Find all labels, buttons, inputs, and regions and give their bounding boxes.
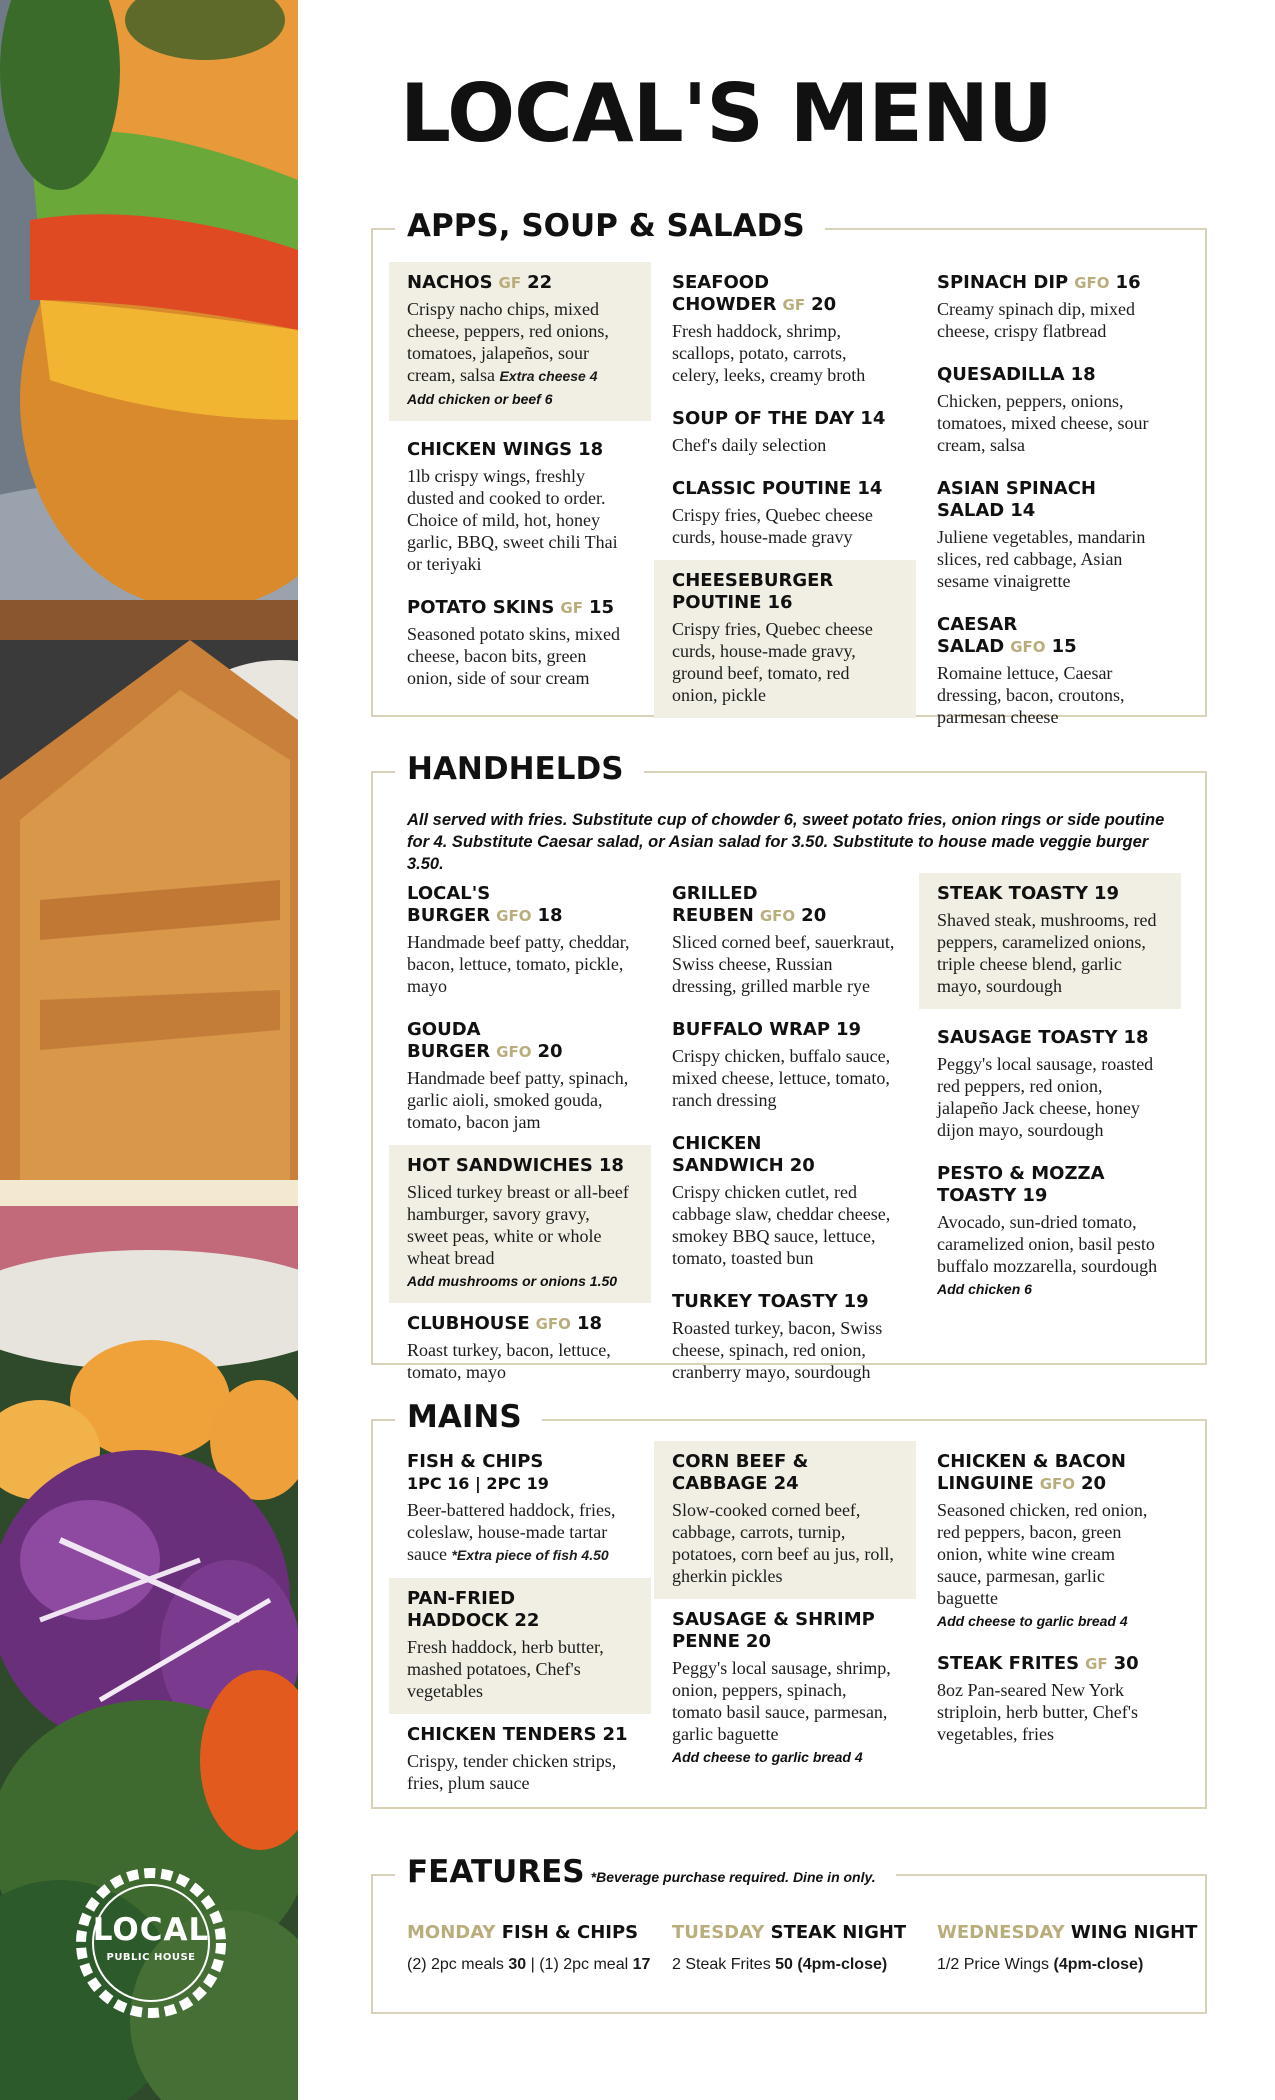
local-public-house-logo xyxy=(76,1868,226,2018)
logo-wordmark: LOCAL xyxy=(92,1912,210,1948)
item-price: 16 xyxy=(767,592,793,613)
item-description: Shaved steak, mushrooms, red peppers, caramelized onions, triple cheese blend, garlic mayo, sourdough xyxy=(937,910,1157,996)
menu-column xyxy=(654,1441,916,1779)
item-name: PAN-FRIED HADDOCK xyxy=(407,1588,516,1631)
item-name: SEAFOOD CHOWDER xyxy=(672,272,777,315)
item-addon: Add cheese to garlic bread 4 xyxy=(937,1613,1128,1629)
gf-tag: GFO xyxy=(1039,1475,1075,1493)
item-name: CHICKEN WINGS xyxy=(407,439,573,460)
gf-tag: GF xyxy=(782,296,806,314)
menu-item xyxy=(654,1441,916,1599)
item-price: 14 xyxy=(857,478,883,499)
item-name: GRILLED REUBEN xyxy=(672,883,758,926)
item-description: Chef's daily selection xyxy=(672,435,827,455)
page-title: LOCAL'S MENU xyxy=(400,67,1052,160)
gf-tag: GF xyxy=(1085,1655,1108,1673)
item-name: ASIAN SPINACH SALAD xyxy=(937,478,1096,521)
item-description: Crispy, tender chicken strips, fries, plum sauce xyxy=(407,1751,617,1793)
section-heading: APPS, SOUP & SALADS xyxy=(395,208,825,244)
item-description: Creamy spinach dip, mixed cheese, crispy flatbread xyxy=(937,299,1135,341)
item-price: 18 xyxy=(1123,1027,1149,1048)
menu-item xyxy=(654,1009,916,1123)
item-description: Avocado, sun-dried tomato, caramelized onion, basil pesto buffalo mozzarella, sourdough xyxy=(937,1212,1158,1276)
item-description: Crispy fries, Quebec cheese curds, house-made gravy xyxy=(672,505,873,547)
item-addon: Add chicken or beef 6 xyxy=(407,391,553,407)
item-name: CHICKEN TENDERS xyxy=(407,1724,597,1745)
item-name: LOCAL'S BURGER xyxy=(407,883,491,926)
item-name: QUESADILLA xyxy=(937,364,1065,385)
menu-item xyxy=(919,1153,1181,1311)
gf-tag: GFO xyxy=(1074,274,1110,292)
item-name: BUFFALO WRAP xyxy=(672,1019,831,1040)
feature-title: STEAK NIGHT xyxy=(770,1922,907,1943)
gf-tag: GFO xyxy=(496,907,532,925)
item-price: 20 xyxy=(537,1041,563,1062)
menu-item xyxy=(919,1017,1181,1153)
item-addon: Extra cheese 4 xyxy=(499,368,598,384)
handhelds-note: All served with fries. Substitute cup of chowder 6, sweet potato fries, onion rings or side poutine for 4. Substitute Caesar salad, or Asian salad for 3.50. Substitute to house made veggie burger 3.50. xyxy=(407,811,1165,873)
menu-item xyxy=(919,354,1181,468)
menu-item xyxy=(389,429,651,587)
item-name: PESTO & MOZZA TOASTY xyxy=(937,1163,1105,1206)
gf-tag: GFO xyxy=(496,1043,532,1061)
feature-price: 30 xyxy=(508,1956,527,1973)
menu-column xyxy=(919,1441,1181,1757)
item-description: Beer-battered haddock, fries, coleslaw, house-made tartar sauce xyxy=(407,1500,616,1564)
item-name: SPINACH DIP xyxy=(937,272,1069,293)
menu-item xyxy=(654,560,916,718)
item-description: Fresh haddock, herb butter, mashed potatoes, Chef's vegetables xyxy=(407,1637,604,1701)
item-description: Peggy's local sausage, shrimp, onion, peppers, spinach, tomato basil sauce, parmesan, garlic baguette xyxy=(672,1658,891,1744)
menu-item xyxy=(919,262,1181,354)
item-name: SOUP OF THE DAY xyxy=(672,408,855,429)
item-name: SAUSAGE TOASTY xyxy=(937,1027,1118,1048)
item-name: CLUBHOUSE xyxy=(407,1313,530,1334)
item-description: Slow-cooked corned beef, cabbage, carrots, turnip, potatoes, corn beef au jus, roll, gherkin pickles xyxy=(672,1500,894,1586)
menu-item xyxy=(654,398,916,468)
item-price: 18 xyxy=(598,1155,624,1176)
item-name: CAESAR SALAD xyxy=(937,614,1018,657)
menu-column xyxy=(654,873,916,1395)
menu-column xyxy=(654,262,916,718)
item-description: Peggy's local sausage, roasted red peppers, red onion, jalapeño Jack cheese, honey dijon mayo, sourdough xyxy=(937,1054,1154,1140)
item-description: Fresh haddock, shrimp, scallops, potato, carrots, celery, leeks, creamy broth xyxy=(672,321,866,385)
gf-tag: GFO xyxy=(1010,638,1046,656)
menu-item xyxy=(919,1441,1181,1643)
feature-price: 17 xyxy=(632,1956,651,1973)
features-note: *Beverage purchase required. Dine in only. xyxy=(590,1869,876,1885)
gf-tag: GF xyxy=(498,274,522,292)
feature-price: 50 (4pm-close) xyxy=(775,1956,888,1973)
menu-item xyxy=(389,587,651,701)
apps-section xyxy=(371,208,1207,727)
menu-item xyxy=(389,1714,651,1806)
item-price: 15 xyxy=(588,597,615,618)
item-description: 1lb crispy wings, freshly dusted and cooked to order. Choice of mild, hot, honey garlic, BBQ, sweet chili Thai or teriyaki xyxy=(407,466,618,574)
section-title: FEATURES xyxy=(407,1854,585,1890)
item-description: Crispy fries, Quebec cheese curds, house-made gravy, ground beef, tomato, red onion, pickle xyxy=(672,619,873,705)
item-name: CHEESEBURGER POUTINE xyxy=(672,570,834,613)
item-name: TURKEY TOASTY xyxy=(672,1291,838,1312)
menu-item xyxy=(654,1281,916,1395)
item-price: 20 xyxy=(811,294,837,315)
menu-column xyxy=(389,262,651,701)
item-price: 18 xyxy=(578,439,604,460)
item-description: Crispy chicken cutlet, red cabbage slaw, cheddar cheese, smokey BBQ sauce, lettuce, tomato, toasted bun xyxy=(672,1182,891,1268)
item-name: POTATO SKINS xyxy=(407,597,555,618)
item-description: Seasoned chicken, red onion, red peppers, bacon, green onion, white wine cream sauce, parmesan, garlic baguette xyxy=(937,1500,1148,1608)
section-heading: MAINS xyxy=(395,1399,542,1435)
features-section xyxy=(371,1854,1207,2014)
item-name: SAUSAGE & SHRIMP PENNE xyxy=(672,1609,875,1652)
food-photo-strip xyxy=(0,0,298,2100)
item-addon: *Extra piece of fish 4.50 xyxy=(451,1547,609,1563)
menu-item xyxy=(389,1145,651,1303)
item-name: STEAK TOASTY xyxy=(937,883,1088,904)
feature-tuesday xyxy=(672,1922,934,1976)
item-price: 18 xyxy=(576,1313,602,1334)
menu-item xyxy=(389,1578,651,1714)
item-price: 19 xyxy=(843,1291,869,1312)
menu-column xyxy=(919,873,1181,1311)
feature-desc: 2 Steak Frites xyxy=(672,1956,776,1973)
item-description: Romaine lettuce, Caesar dressing, bacon, croutons, parmesan cheese xyxy=(937,663,1125,727)
feature-desc: (2) 2pc meals xyxy=(407,1956,509,1973)
item-name: NACHOS xyxy=(407,272,493,293)
section-heading: HANDHELDS xyxy=(395,751,644,787)
menu-item xyxy=(654,873,916,1009)
item-price: 22 xyxy=(514,1610,540,1631)
handhelds-section xyxy=(371,751,1207,1382)
gf-tag: GFO xyxy=(759,907,796,925)
feature-monday xyxy=(407,1922,669,1976)
item-price: 14 xyxy=(860,408,886,429)
item-price: 16 xyxy=(1115,272,1141,293)
item-description: Handmade beef patty, spinach, garlic aioli, smoked gouda, tomato, bacon jam xyxy=(407,1068,629,1132)
menu-item xyxy=(389,262,651,421)
menu-item xyxy=(919,1643,1181,1757)
feature-desc: | (1) 2pc meal xyxy=(526,1956,633,1973)
item-price: 15 xyxy=(1051,636,1077,657)
menu-column xyxy=(919,262,1181,740)
item-addon: Add chicken 6 xyxy=(937,1281,1032,1297)
feature-wednesday xyxy=(937,1922,1199,1976)
menu-item xyxy=(654,262,916,398)
menu-item xyxy=(389,1303,651,1395)
feature-title: WING NIGHT xyxy=(1070,1922,1198,1943)
item-price: 22 xyxy=(527,272,553,293)
item-description: Roast turkey, bacon, lettuce, tomato, mayo xyxy=(407,1340,611,1382)
item-price: 20 xyxy=(789,1155,815,1176)
item-description: Sliced turkey breast or all-beef hamburger, savory gravy, sweet peas, white or whole wheat bread xyxy=(407,1182,629,1268)
menu-item xyxy=(654,468,916,560)
item-price: 14 xyxy=(1010,500,1036,521)
menu-item xyxy=(919,468,1181,604)
menu-column xyxy=(389,1441,651,1806)
feature-day: MONDAY xyxy=(407,1922,496,1943)
item-price: 19 xyxy=(836,1019,862,1040)
feature-title: FISH & CHIPS xyxy=(501,1922,639,1943)
gf-tag: GFO xyxy=(535,1315,571,1333)
item-description: 8oz Pan-seared New York striploin, herb butter, Chef's vegetables, fries xyxy=(937,1680,1138,1744)
item-price: 1PC 16 | 2PC 19 xyxy=(407,1474,549,1493)
menu-item xyxy=(919,604,1181,740)
item-description: Crispy chicken, buffalo sauce, mixed cheese, lettuce, tomato, ranch dressing xyxy=(672,1046,891,1110)
item-price: 19 xyxy=(1094,883,1120,904)
section-heading xyxy=(395,1854,896,1895)
item-description: Handmade beef patty, cheddar, bacon, lettuce, tomato, pickle, mayo xyxy=(407,932,630,996)
item-description: Sliced corned beef, sauerkraut, Swiss cheese, Russian dressing, grilled marble rye xyxy=(672,932,895,996)
item-price: 30 xyxy=(1113,1653,1139,1674)
mains-section xyxy=(371,1399,1207,1809)
item-description: Chicken, peppers, onions, tomatoes, mixed cheese, sour cream, salsa xyxy=(937,391,1149,455)
menu-item xyxy=(654,1599,916,1779)
feature-desc: 1/2 Price Wings xyxy=(937,1956,1054,1973)
item-price: 20 xyxy=(745,1631,771,1652)
item-name: CLASSIC POUTINE xyxy=(672,478,852,499)
menu-item xyxy=(654,1123,916,1281)
feature-price: (4pm-close) xyxy=(1053,1956,1144,1973)
menu-item xyxy=(389,1009,651,1145)
item-name: FISH & CHIPS xyxy=(407,1451,544,1472)
item-price: 20 xyxy=(1081,1473,1107,1494)
item-description: Roasted turkey, bacon, Swiss cheese, spinach, red onion, cranberry mayo, sourdough xyxy=(672,1318,883,1382)
item-price: 20 xyxy=(801,905,827,926)
item-price: 19 xyxy=(1022,1185,1048,1206)
feature-day: TUESDAY xyxy=(672,1922,765,1943)
item-addon: Add cheese to garlic bread 4 xyxy=(672,1749,863,1765)
item-addon: Add mushrooms or onions 1.50 xyxy=(407,1273,618,1289)
gf-tag: GF xyxy=(560,599,583,617)
item-description: Juliene vegetables, mandarin slices, red cabbage, Asian sesame vinaigrette xyxy=(937,527,1146,591)
item-name: CHICKEN SANDWICH xyxy=(672,1133,784,1176)
menu-item xyxy=(389,873,651,1009)
item-description: Crispy nacho chips, mixed cheese, peppers, red onions, tomatoes, jalapeños, sour cream, salsa xyxy=(407,299,609,385)
item-name: STEAK FRITES xyxy=(937,1653,1080,1674)
menu-item xyxy=(919,873,1181,1009)
menu-item xyxy=(389,1441,651,1578)
item-price: 18 xyxy=(1070,364,1096,385)
item-description: Seasoned potato skins, mixed cheese, bacon bits, green onion, side of sour cream xyxy=(407,624,620,688)
item-price: 18 xyxy=(537,905,563,926)
logo-tagline: PUBLIC HOUSE xyxy=(106,1952,196,1963)
item-price: 24 xyxy=(773,1473,799,1494)
item-name: CHICKEN & BACON LINGUINE xyxy=(937,1451,1126,1494)
item-price: 21 xyxy=(602,1724,628,1745)
item-name: CORN BEEF & CABBAGE xyxy=(672,1451,809,1494)
menu-column xyxy=(389,873,651,1395)
item-name: GOUDA BURGER xyxy=(407,1019,491,1062)
feature-day: WEDNESDAY xyxy=(937,1922,1065,1943)
item-name: HOT SANDWICHES xyxy=(407,1155,593,1176)
